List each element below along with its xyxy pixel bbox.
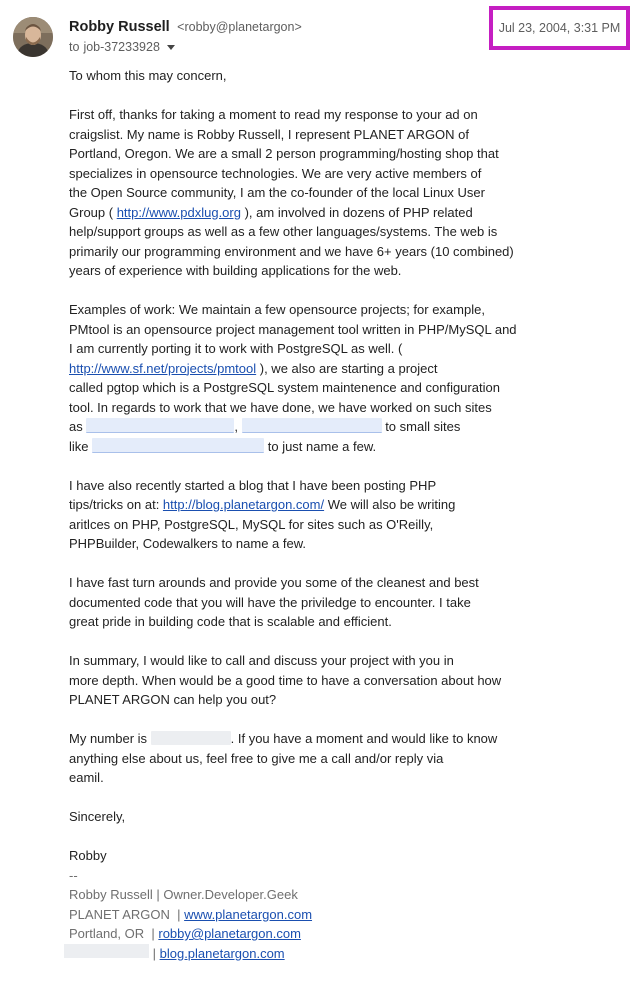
body-line: PMtool is an opensource project management tool written in PHP/MySQL and [69,321,517,337]
body-line: more depth. When would be a good time to have a conversation about how [69,672,502,688]
redacted-phone-signature [64,944,149,958]
signoff-name: Robby [69,848,107,863]
to-label: to [69,40,80,54]
signature-line: Robby Russell | Owner.Developer.Geek [69,887,298,902]
avatar[interactable] [13,17,53,57]
closing: Sincerely, [69,809,126,824]
body-line: My number is . If you have a moment and would like to know [69,731,498,746]
body-line: the Open Source community, I am the co-founder of the local Linux User [69,185,485,200]
body-line: tips/tricks on at: http://blog.planetargon.com/ We will also be writing [69,497,456,512]
body-line: years of experience with building applications for the web. [69,263,402,278]
body-line: PLANET ARGON can help you out? [69,692,277,707]
body-line: called pgtop which is a PostgreSQL system maintenence and configuration [69,380,500,395]
signature-line: PLANET ARGON | www.planetargon.com [69,906,313,922]
body-line: Group ( http://www.pdxlug.org ), am involved in dozens of PHP related [69,204,473,220]
redacted-phone [151,731,231,745]
body-line: great pride in building code that is scalable and efficient. [69,614,392,629]
email-link[interactable]: robby@planetargon.com [158,926,301,941]
redacted-link[interactable] [242,418,382,433]
recipient: job-37233928 [83,40,160,54]
body-line: I have fast turn arounds and provide you some of the cleanest and best [69,575,479,590]
pmtool-link[interactable]: http://www.sf.net/projects/pmtool [69,360,257,376]
date-highlight [489,6,630,50]
sender-name[interactable]: Robby Russell [69,19,170,35]
body-line: Examples of work: We maintain a few opensource projects; for example, [69,302,485,317]
body-line: Portland, Oregon. We are a small 2 person programming/hosting shop that [69,146,499,161]
blog-link[interactable]: http://blog.planetargon.com/ [162,497,325,512]
pdxlug-link[interactable]: http://www.pdxlug.org [116,204,241,220]
body-line: help/support groups as well as a few other languages/systems. The web is [69,224,498,239]
body-line: anything else about us, feel free to give me a call and/or reply via [69,750,444,766]
recipient-line [69,40,175,54]
website-link[interactable]: www.planetargon.com [184,906,313,922]
chevron-down-icon[interactable] [167,45,175,50]
body-line: aritlces on PHP, PostgreSQL, MySQL for sites such as O'Reilly, [69,516,434,532]
signature-line: | blog.planetargon.com [149,945,285,961]
body-line: specializes in opensource technologies. We are very active members of [69,165,482,181]
body-line: craigslist. My name is Robby Russell, I represent PLANET ARGON of [69,126,470,142]
message-date: Jul 23, 2004, 3:31 PM [498,21,621,35]
body-line: tool. In regards to work that we have done, we have worked on such sites [69,399,492,415]
redacted-link[interactable] [92,438,264,453]
body-line: I have also recently started a blog that I have been posting PHP [69,477,437,493]
message-body [69,66,529,963]
body-line: like to just name a few. [69,438,377,454]
body-line: documented code that you will have the priviledge to encounter. I take [69,594,471,610]
body-line: In summary, I would like to call and discuss your project with you in [69,653,454,668]
signature-separator: -- [69,867,78,883]
body-line: I am currently porting it to work with PostgreSQL as well. ( [69,341,403,356]
sender-email: <robby@planetargon> [177,20,302,34]
avatar-photo [13,17,53,57]
body-line: First off, thanks for taking a moment to read my response to your ad on [69,107,478,122]
greeting: To whom this may concern, [69,68,227,83]
body-line: eamil. [69,770,104,785]
body-line: primarily our programming environment and we have 6+ years (10 combined) [69,243,514,259]
body-line: http://www.sf.net/projects/pmtool ), we also are starting a project [69,360,438,376]
body-line: as , to small sites [69,419,461,434]
signature-line: Portland, OR | robby@planetargon.com [69,926,301,941]
redacted-link[interactable] [86,418,234,433]
blog-signature-link[interactable]: blog.planetargon.com [159,945,285,961]
sender-line [69,18,302,36]
body-line: PHPBuilder, Codewalkers to name a few. [69,536,307,551]
